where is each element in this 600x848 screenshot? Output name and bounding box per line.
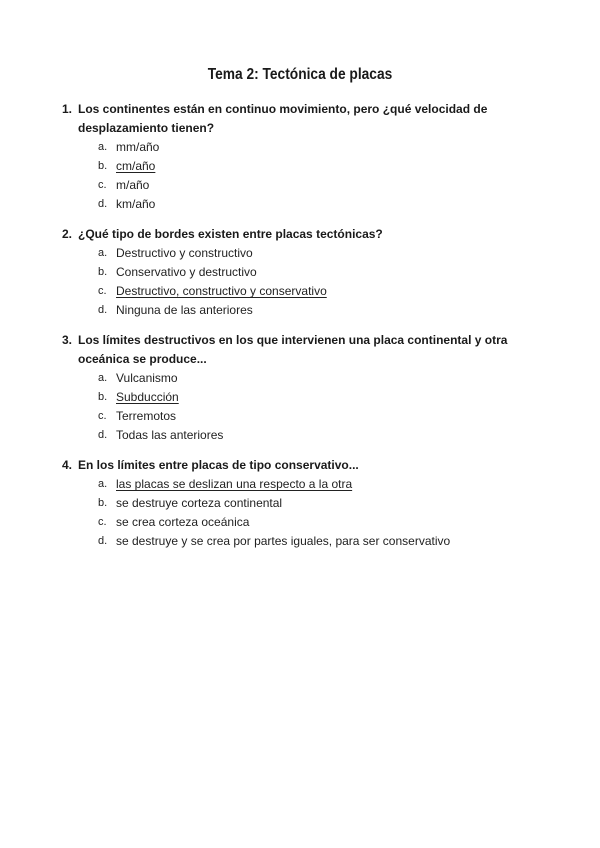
page-title: Tema 2: Tectónica de placas — [207, 66, 393, 83]
option-list — [62, 475, 562, 551]
option-letter: d. — [98, 198, 108, 210]
option-d — [62, 195, 562, 214]
option-list — [62, 369, 562, 445]
option-b — [62, 157, 562, 176]
question-4 — [62, 456, 562, 551]
option-list — [62, 138, 562, 214]
option-letter: b. — [98, 160, 108, 172]
option-text: Ninguna de las anteriores — [116, 303, 253, 317]
question-number: 2. — [62, 227, 73, 241]
option-letter: c. — [98, 516, 107, 528]
option-b — [62, 494, 562, 513]
question-body: Los límites destructivos en los que intervienen una placa continental y otra oceánica se produce... — [78, 333, 508, 366]
option-letter: b. — [98, 497, 108, 509]
option-a — [62, 138, 562, 157]
question-body: ¿Qué tipo de bordes existen entre placas tectónicas? — [78, 227, 383, 241]
correct-option-text: Subducción — [116, 390, 179, 404]
question-text — [62, 331, 562, 369]
option-c — [62, 282, 562, 301]
option-text: Conservativo y destructivo — [116, 265, 257, 279]
option-letter: c. — [98, 410, 107, 422]
option-b — [62, 388, 562, 407]
option-text: se destruye corteza continental — [116, 496, 283, 510]
option-letter: c. — [98, 179, 107, 191]
option-text: Destructivo y constructivo — [116, 246, 253, 260]
option-letter: a. — [98, 372, 108, 384]
correct-option-text: Destructivo, constructivo y conservativo — [116, 284, 327, 298]
option-c — [62, 513, 562, 532]
option-letter: a. — [98, 478, 108, 490]
option-letter: d. — [98, 535, 108, 547]
option-text: Todas las anteriores — [116, 428, 224, 442]
option-a — [62, 475, 562, 494]
option-text: Vulcanismo — [116, 371, 178, 385]
option-d — [62, 532, 562, 551]
question-text — [62, 456, 562, 475]
option-text: se crea corteza oceánica — [116, 515, 250, 529]
option-a — [62, 369, 562, 388]
option-text: mm/año — [116, 140, 160, 154]
option-letter: d. — [98, 304, 108, 316]
correct-option-text: las placas se deslizan una respecto a la otra — [116, 477, 353, 491]
option-letter: a. — [98, 141, 108, 153]
option-c — [62, 176, 562, 195]
option-letter: a. — [98, 247, 108, 259]
correct-option-text: cm/año — [116, 159, 156, 173]
question-1 — [62, 100, 562, 214]
question-text — [62, 225, 562, 244]
option-letter: c. — [98, 285, 107, 297]
question-list — [62, 100, 562, 562]
option-letter: b. — [98, 391, 108, 403]
question-body: Los continentes están en continuo movimiento, pero ¿qué velocidad de desplazamiento tienen? — [78, 102, 488, 135]
option-text: se destruye y se crea por partes iguales, para ser conservativo — [116, 534, 451, 548]
option-text: Terremotos — [116, 409, 177, 423]
question-2 — [62, 225, 562, 320]
question-number: 3. — [62, 333, 73, 347]
question-body: En los límites entre placas de tipo conservativo... — [78, 458, 359, 472]
option-letter: d. — [98, 429, 108, 441]
option-a — [62, 244, 562, 263]
option-text: m/año — [116, 178, 150, 192]
option-text: km/año — [116, 197, 156, 211]
option-letter: b. — [98, 266, 108, 278]
option-d — [62, 426, 562, 445]
question-number: 1. — [62, 102, 73, 116]
option-c — [62, 407, 562, 426]
question-3 — [62, 331, 562, 445]
option-list — [62, 244, 562, 320]
option-b — [62, 263, 562, 282]
question-number: 4. — [62, 458, 73, 472]
option-d — [62, 301, 562, 320]
question-text — [62, 100, 562, 138]
